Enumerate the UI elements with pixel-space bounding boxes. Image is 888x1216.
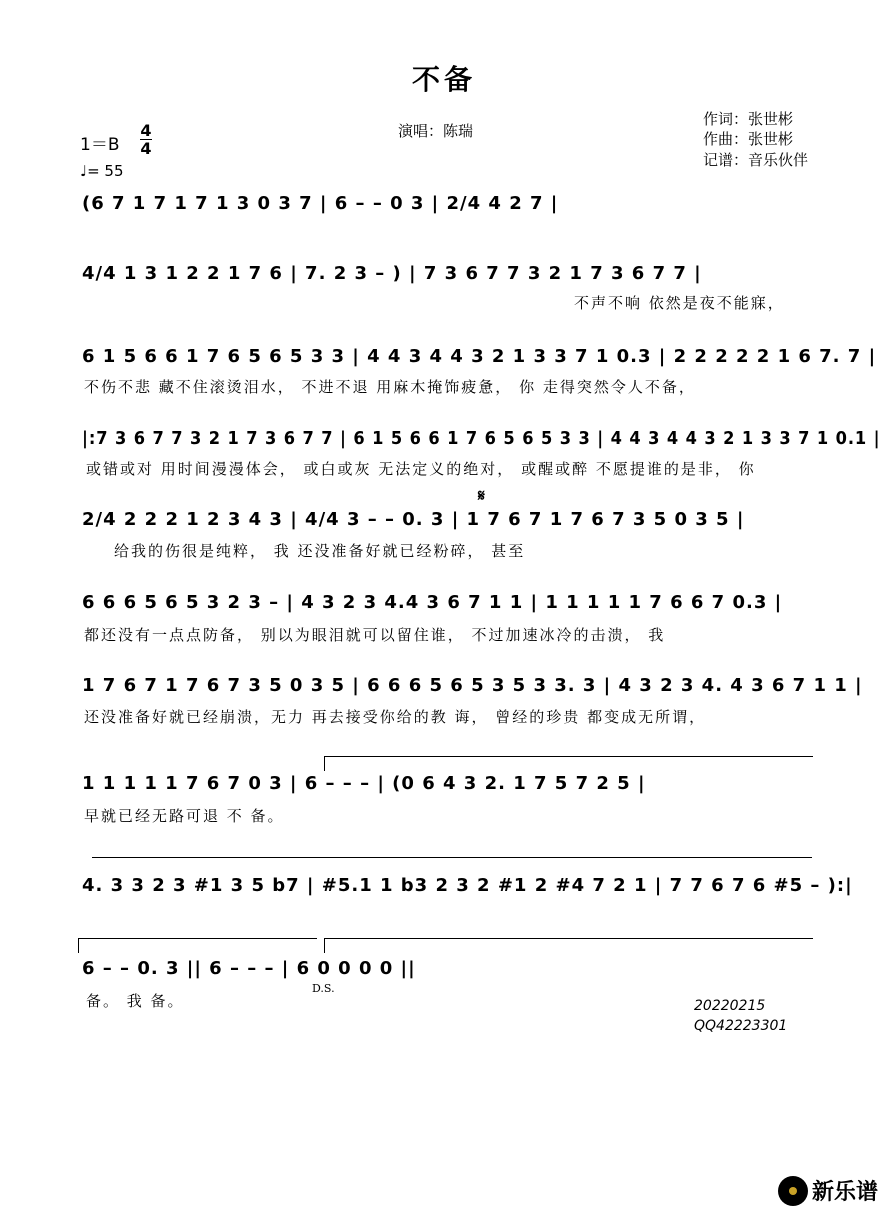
- score-row-9: 4. 3 3 2 3 #1 3 5 b7 | #5.1 1 b3 2 3 2 #1 2 #4 7 2 1 | 7 7 6 7 6 #5 – ):|: [82, 875, 853, 896]
- bracket-line: [92, 857, 812, 858]
- score-row-8: 1 1 1 1 1 7 6 7 0 3 | 6 – – – | (0 6 4 3 2. 1 7 5 7 2 5 |: [82, 773, 646, 794]
- key-signature: 1＝B: [80, 135, 120, 155]
- second-ending-bracket: [78, 938, 317, 953]
- lyric-row-3: 不伤不悲 藏不住滚烫泪水， 不进不退 用麻木掩饰疲惫， 你 走得突然令人不备，: [84, 378, 696, 396]
- score-row-3: 6 1 5 6 6 1 7 6 5 6 5 3 3 | 4 4 3 4 4 3 2 1 3 3 7 1 0.3 | 2 2 2 2 2 1 6 7. 7 |: [82, 346, 877, 367]
- score-row-5: 2/4 2 2 2 1 2 3 4 3 | 4/4 3 – – 0. 3 | 1 7 6 7 1 7 6 7 3 5 0 3 5 |: [82, 509, 745, 530]
- coda-bracket: [324, 938, 813, 953]
- lyric-row-10: 备。 我 备。: [86, 992, 185, 1010]
- score-row-4: |:7 3 6 7 7 3 2 1 7 3 6 7 7 | 6 1 5 6 6 1 7 6 5 6 5 3 3 | 4 4 3 4 4 3 2 1 3 3 7 1 0.1 |: [82, 428, 881, 449]
- logo-text: 新乐谱: [811, 1180, 878, 1205]
- qq-number: QQ42223301: [694, 1018, 788, 1034]
- lyric-row-7: 还没准备好就已经崩溃，无力 再去接受你给的教 诲， 曾经的珍贵 都变成无所谓，: [84, 708, 707, 726]
- score-row-2: 4/4 1 3 1 2 2 1 7 6 | 7. 2 3 – ) | 7 3 6 7 7 3 2 1 7 3 6 7 7 |: [82, 263, 702, 284]
- date-stamp: 20220215: [694, 998, 766, 1014]
- score-row-1: (6 7 1 7 1 7 1 3 0 3 7 | 6 – – 0 3 | 2/4 4 2 7 |: [82, 193, 559, 214]
- lyric-row-8: 早就已经无路可退 不 备。: [84, 807, 285, 825]
- lyric-row-4: 或错或对 用时间漫漫体会， 或白或灰 无法定义的绝对， 或醒或醉 不愿提谁的是非， 你: [86, 460, 756, 478]
- time-signature-top: 4: [140, 121, 152, 140]
- score-row-6: 6 6 6 5 6 5 3 2 3 – | 4 3 2 3 4.4 3 6 7 1 1 | 1 1 1 1 1 7 6 6 7 0.3 |: [82, 592, 783, 613]
- score-row-7: 1 7 6 7 1 7 6 7 3 5 0 3 5 | 6 6 6 5 6 5 3 5 3 3. 3 | 4 3 2 3 4. 4 3 6 7 1 1 |: [82, 675, 863, 696]
- lyricist-credit: 作词：张世彬: [703, 110, 794, 128]
- time-signature-bottom: 4: [140, 139, 152, 158]
- tempo-marking: ♩= 55: [80, 162, 124, 180]
- score-row-10: 6 – – 0. 3 || 6 – – – | 6 0 0 0 0 ||: [82, 958, 416, 979]
- transcriber-credit: 记谱：音乐伙伴: [703, 151, 809, 169]
- time-signature: [140, 122, 152, 157]
- segno-sign: 𝄋: [478, 486, 485, 505]
- song-title: 不备: [411, 63, 476, 96]
- ds-marking: D.S.: [312, 982, 335, 995]
- site-logo: [778, 1175, 878, 1206]
- singer-credit: 演唱：陈瑞: [398, 122, 474, 140]
- composer-credit: 作曲：张世彬: [703, 130, 794, 148]
- lyric-row-6: 都还没有一点点防备， 别以为眼泪就可以留住谁， 不过加速冰冷的击溃， 我: [84, 626, 666, 644]
- lyric-row-2: 不声不响 依然是夜不能寐，: [574, 294, 785, 312]
- first-ending-bracket: [324, 756, 813, 771]
- lyric-row-5: 给我的伤很是纯粹， 我 还没准备好就已经粉碎， 甚至: [114, 542, 526, 560]
- record-disc-icon: [778, 1176, 808, 1206]
